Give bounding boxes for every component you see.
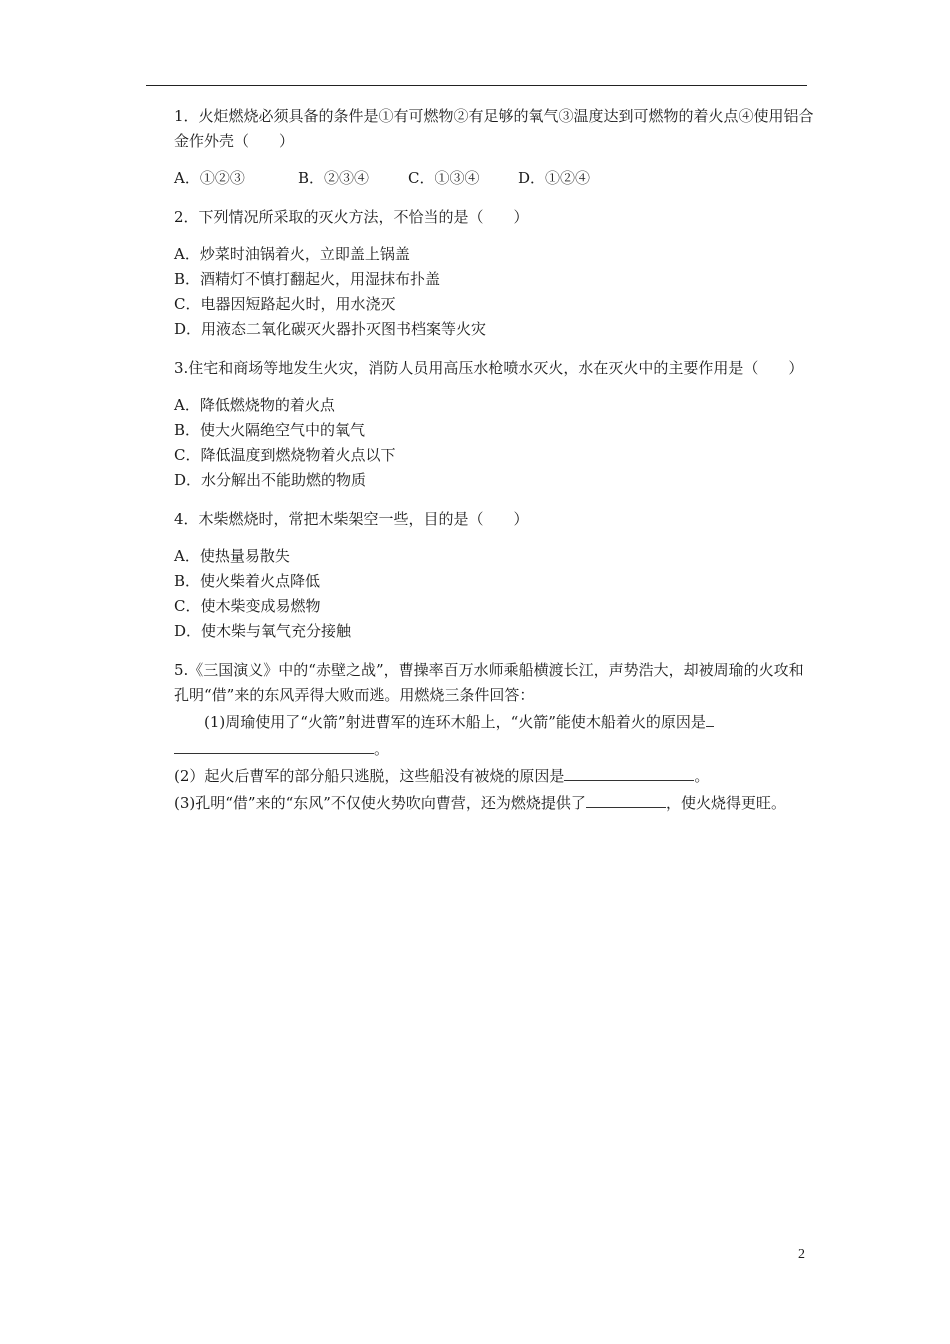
question-1-options: [174, 166, 814, 191]
option-a: A．降低燃烧物的着火点: [174, 396, 335, 414]
option-d: D．使木柴与氧气充分接触: [174, 622, 352, 640]
question-5-part-1-continuation: [174, 735, 814, 762]
question-3-stem: 3.住宅和商场等地发生火灾，消防人员用高压水枪喷水灭火，水在灭火中的主要作用是（ ）: [174, 359, 804, 377]
question-5-part-1: [204, 708, 814, 735]
part-1-text: (1)周瑜使用了“火箭”射进曹军的连环木船上，“火箭”能使木船着火的原因是: [204, 713, 706, 731]
option-d: D．①②④: [518, 169, 591, 187]
question-4: [174, 507, 814, 644]
answer-blank[interactable]: [564, 762, 694, 781]
option-d: D．水分解出不能助燃的物质: [174, 471, 367, 489]
part-1-end: 。: [374, 740, 390, 758]
answer-blank[interactable]: [706, 708, 714, 727]
question-5-part-3: [174, 789, 814, 816]
answer-blank[interactable]: [586, 789, 666, 808]
question-5-stem: 5.《三国演义》中的“赤壁之战”，曹操率百万水师乘船横渡长江，声势浩大，却被周瑜的火攻和孔明“借”来的东风弄得大败而逃。用燃烧三条件回答：: [174, 661, 804, 704]
question-sheet: [174, 104, 814, 830]
page-number: 2: [798, 1247, 805, 1262]
header-rule: [146, 85, 807, 86]
question-2-stem: 2．下列情况所采取的灭火方法，不恰当的是（ ）: [174, 208, 529, 226]
question-1-stem: 1．火炬燃烧必须具备的条件是①有可燃物②有足够的氧气③温度达到可燃物的着火点④使用铝合金作外壳（ ）: [174, 107, 814, 150]
question-3: [174, 356, 814, 493]
part-2-end: 。: [694, 767, 710, 785]
question-5: [174, 658, 814, 816]
option-b: B．使火柴着火点降低: [174, 572, 321, 590]
option-d: D．用液态二氧化碳灭火器扑灭图书档案等火灾: [174, 320, 487, 338]
option-c: C．①③④: [408, 169, 480, 187]
option-b: B．②③④: [298, 169, 370, 187]
question-4-stem: 4．木柴燃烧时，常把木柴架空一些，目的是（ ）: [174, 510, 529, 528]
part-3-end: ，使火烧得更旺。: [665, 794, 786, 812]
option-c: C．降低温度到燃烧物着火点以下: [174, 446, 396, 464]
part-3-text: (3)孔明“借”来的“东风”不仅使火势吹向曹营，还为燃烧提供了: [174, 794, 586, 812]
question-5-part-2: [174, 762, 814, 789]
part-2-text: (2）起火后曹军的部分船只逃脱，这些船没有被烧的原因是: [174, 767, 565, 785]
question-1: [174, 104, 814, 191]
question-2: [174, 205, 814, 342]
option-a: A．使热量易散失: [174, 547, 290, 565]
option-c: C．使木柴变成易燃物: [174, 597, 321, 615]
option-a: A．炒菜时油锅着火，立即盖上锅盖: [174, 245, 410, 263]
option-b: B．使大火隔绝空气中的氧气: [174, 421, 366, 439]
answer-blank[interactable]: [174, 735, 374, 754]
option-a: A．①②③: [174, 169, 245, 187]
option-b: B．酒精灯不慎打翻起火，用湿抹布扑盖: [174, 270, 441, 288]
option-c: C．电器因短路起火时，用水浇灭: [174, 295, 396, 313]
